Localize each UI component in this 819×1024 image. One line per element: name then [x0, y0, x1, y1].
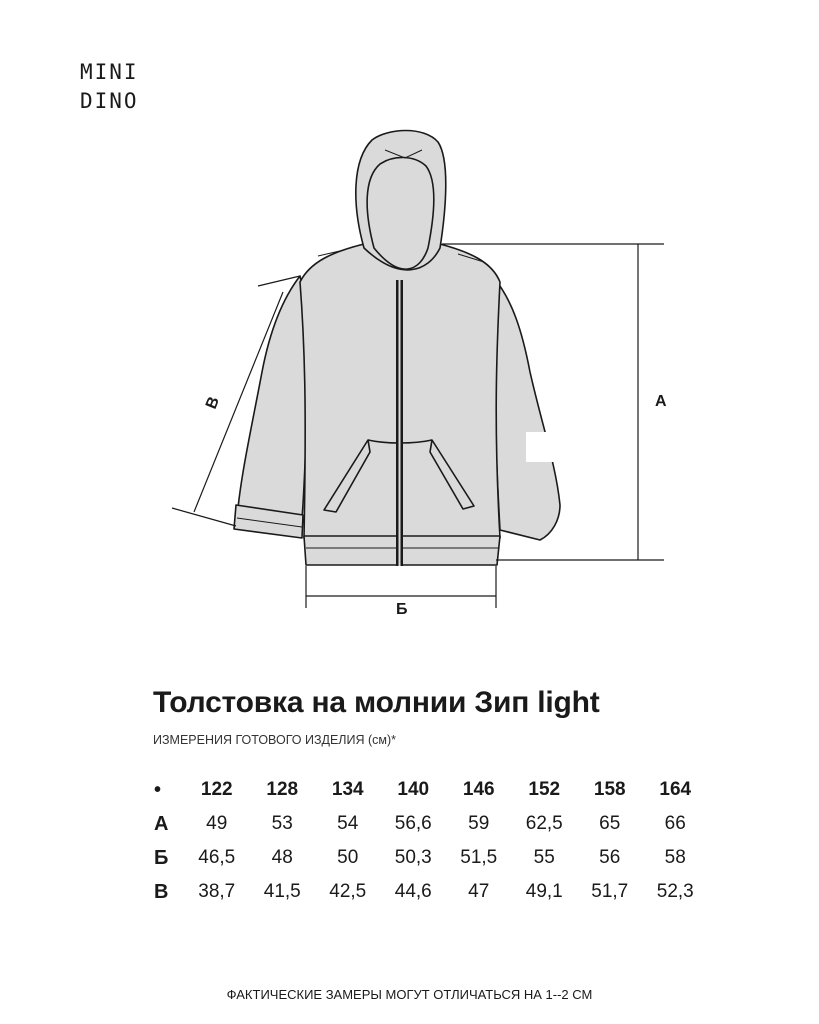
row-label: А	[154, 812, 169, 835]
table-cell: 62,5	[525, 813, 563, 834]
sleeve-patch	[526, 432, 556, 462]
size-header: 128	[266, 779, 299, 800]
size-header: 152	[528, 779, 561, 800]
footer-note: ФАКТИЧЕСКИЕ ЗАМЕРЫ МОГУТ ОТЛИЧАТЬСЯ НА 1--2 СМ	[226, 987, 593, 1002]
table-cell: 50	[337, 847, 359, 868]
size-header: 146	[462, 779, 495, 800]
size-header: 122	[200, 779, 233, 800]
table-cell: 51,7	[591, 881, 629, 902]
product-title: Толстовка на молнии Зип light	[153, 686, 600, 719]
table-row	[148, 807, 708, 841]
table-cell: 38,7	[198, 881, 236, 902]
brand-logo-line1: MINI	[80, 60, 139, 84]
table-cell: 47	[468, 881, 490, 902]
table-cell: 49	[206, 813, 228, 834]
size-header: 140	[397, 779, 430, 800]
label-a: А	[655, 393, 667, 410]
label-b: Б	[396, 601, 408, 618]
table-cell: 58	[664, 847, 686, 868]
product-subtitle: ИЗМЕРЕНИЯ ГОТОВОГО ИЗДЕЛИЯ (см)*	[153, 733, 397, 747]
table-cell: 42,5	[329, 881, 367, 902]
table-row	[148, 875, 708, 909]
row-label: В	[154, 880, 169, 903]
size-header-row	[148, 773, 708, 807]
table-cell: 66	[664, 813, 686, 834]
hood-inner	[367, 157, 434, 269]
size-table-corner: •	[154, 778, 162, 801]
table-cell: 53	[271, 813, 293, 834]
brand-logo-line2: DINO	[80, 89, 139, 113]
row-label: Б	[154, 846, 169, 869]
size-header: 134	[331, 779, 364, 800]
table-cell: 65	[599, 813, 621, 834]
table-cell: 55	[533, 847, 555, 868]
table-cell: 59	[468, 813, 490, 834]
table-cell: 44,6	[394, 881, 432, 902]
table-cell: 52,3	[656, 881, 694, 902]
table-cell: 56	[599, 847, 621, 868]
right-sleeve	[490, 278, 560, 540]
table-cell: 48	[271, 847, 293, 868]
table-row	[148, 841, 708, 875]
size-header: 158	[593, 779, 626, 800]
table-cell: 41,5	[263, 881, 301, 902]
table-cell: 56,6	[394, 813, 432, 834]
table-cell: 50,3	[394, 847, 432, 868]
size-table	[148, 773, 708, 909]
table-cell: 46,5	[198, 847, 236, 868]
table-cell: 54	[337, 813, 359, 834]
table-cell: 49,1	[525, 881, 563, 902]
table-cell: 51,5	[460, 847, 498, 868]
size-header: 164	[659, 779, 692, 800]
label-v: В	[202, 394, 224, 412]
